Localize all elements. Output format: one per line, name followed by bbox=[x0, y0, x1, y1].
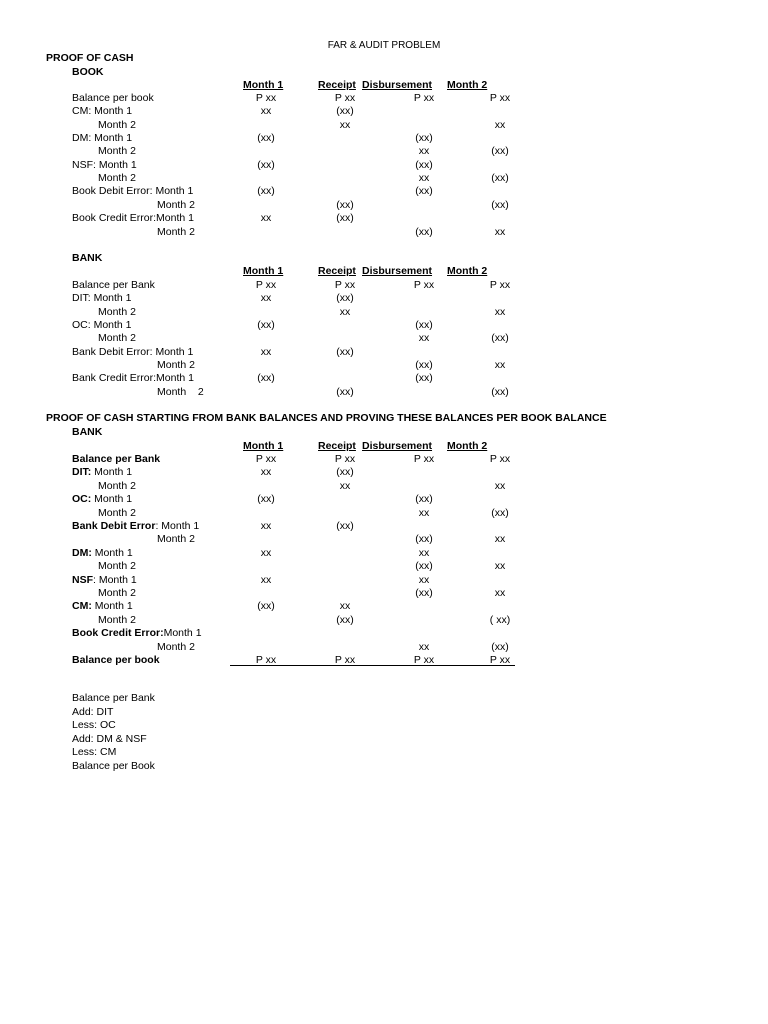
row-label bbox=[72, 279, 155, 291]
row-label-text: Month 2 bbox=[98, 172, 136, 185]
column-header-3: Month 2 bbox=[447, 265, 488, 277]
row-label-text: Month 2 bbox=[157, 359, 195, 372]
cell-m1: xx bbox=[260, 212, 272, 225]
cell-m2: xx bbox=[494, 225, 506, 238]
block-heading-bank-2: BANK bbox=[72, 426, 103, 438]
row-label-bold: OC: bbox=[72, 493, 92, 506]
row-label bbox=[157, 226, 195, 238]
column-header-3: Month 2 bbox=[447, 440, 488, 452]
row-label-bold: Book Credit Error: bbox=[72, 627, 164, 640]
row-label-bold: DM: bbox=[72, 546, 92, 559]
row-label bbox=[72, 319, 132, 331]
row-label bbox=[72, 292, 132, 304]
cell-m2: (xx) bbox=[491, 332, 509, 345]
summary-line: Less: OC bbox=[72, 719, 116, 731]
row-label-text: Bank Credit Error:Month 1 bbox=[72, 372, 194, 385]
cell-m1: (xx) bbox=[257, 158, 275, 171]
row-label-text: Month 2 bbox=[98, 118, 136, 131]
row-label bbox=[72, 132, 132, 144]
cell-dis: (xx) bbox=[415, 132, 433, 145]
cell-m1: (xx) bbox=[257, 493, 275, 506]
row-label-bold: Bank Debit Error bbox=[72, 520, 156, 532]
cell-rec: P xx bbox=[334, 654, 356, 666]
cell-m1: (xx) bbox=[257, 132, 275, 145]
cell-dis: (xx) bbox=[415, 319, 433, 332]
row-label bbox=[72, 654, 160, 666]
row-label bbox=[98, 306, 136, 318]
row-label-text: DIT: Month 1 bbox=[72, 292, 132, 305]
column-header-1: Receipt bbox=[318, 440, 356, 452]
row-label-text: Month 2 bbox=[98, 332, 136, 345]
row-label bbox=[72, 627, 202, 639]
summary-line: Add: DIT bbox=[72, 705, 114, 718]
cell-m2: P xx bbox=[489, 453, 511, 465]
row-label-bold: DIT: bbox=[72, 466, 92, 479]
row-label bbox=[157, 386, 204, 398]
row-label bbox=[98, 145, 136, 157]
cell-m1: (xx) bbox=[257, 372, 275, 385]
summary-line: Less: CM bbox=[72, 746, 117, 758]
column-header-2: Disbursement bbox=[362, 440, 433, 452]
column-header-2: Disbursement bbox=[362, 265, 433, 277]
cell-dis: P xx bbox=[413, 654, 435, 666]
cell-m1: (xx) bbox=[257, 600, 275, 613]
cell-m1: (xx) bbox=[257, 319, 275, 332]
row-label-text: Month 2 bbox=[98, 145, 136, 158]
cell-dis: (xx) bbox=[415, 359, 433, 372]
row-label-text: Month 1 bbox=[91, 466, 133, 479]
cell-m1: P xx bbox=[255, 279, 277, 291]
row-label-bold: CM: bbox=[72, 600, 92, 613]
row-label-text: OC: Month 1 bbox=[72, 319, 132, 332]
cell-m2: (xx) bbox=[491, 640, 509, 653]
section-title-proof-from-bank: PROOF OF CASH STARTING FROM BANK BALANCES AND PROVING THESE BALANCES PER BOOK BALANCE bbox=[46, 412, 607, 424]
cell-dis: (xx) bbox=[415, 587, 433, 599]
column-header-0: Month 1 bbox=[243, 440, 284, 452]
row-label-text: Balance per Bank bbox=[72, 279, 155, 291]
row-label-text: Month 2 bbox=[98, 479, 136, 492]
row-label bbox=[72, 212, 194, 224]
cell-m2: P xx bbox=[489, 92, 511, 104]
cell-m2: ( xx) bbox=[489, 613, 511, 626]
cell-dis: (xx) bbox=[415, 372, 433, 385]
cell-m2: xx bbox=[494, 587, 506, 599]
cell-m2: (xx) bbox=[491, 145, 509, 158]
cell-m2: (xx) bbox=[491, 172, 509, 185]
row-label-text: Month 2 bbox=[98, 587, 136, 599]
cell-rec: (xx) bbox=[336, 466, 354, 479]
row-label bbox=[157, 199, 195, 211]
column-header-2: Disbursement bbox=[362, 79, 433, 91]
cell-dis: xx bbox=[418, 546, 430, 559]
cell-rec: (xx) bbox=[336, 520, 354, 532]
block-heading-bank: BANK bbox=[72, 252, 103, 264]
row-label bbox=[98, 480, 136, 492]
cell-dis: xx bbox=[418, 145, 430, 158]
row-label bbox=[72, 574, 137, 586]
row-label-text: Book Credit Error:Month 1 bbox=[72, 212, 194, 225]
cell-m2: xx bbox=[494, 305, 506, 318]
summary-line: Balance per Book bbox=[72, 759, 155, 772]
cell-dis: (xx) bbox=[415, 158, 433, 171]
row-label-bold: Balance per book bbox=[72, 654, 160, 666]
cell-rec: (xx) bbox=[336, 105, 354, 118]
row-label-text: Month 2 bbox=[98, 560, 136, 573]
row-label-text: Book Debit Error: Month 1 bbox=[72, 185, 194, 198]
row-label-text: DM: Month 1 bbox=[72, 132, 133, 145]
cell-dis: P xx bbox=[413, 92, 435, 104]
cell-rec: xx bbox=[339, 305, 351, 318]
summary-line: Balance per Bank bbox=[72, 692, 155, 704]
row-label bbox=[98, 507, 136, 519]
cell-m1: xx bbox=[260, 345, 272, 358]
row-label bbox=[72, 185, 193, 197]
column-header-0: Month 1 bbox=[243, 265, 284, 277]
cell-dis: (xx) bbox=[415, 185, 433, 198]
cell-m2: xx bbox=[494, 560, 506, 573]
row-label-text: Month 2 bbox=[157, 533, 195, 546]
cell-rec: (xx) bbox=[336, 212, 354, 225]
cell-m2: xx bbox=[494, 533, 506, 546]
cell-rec: P xx bbox=[334, 92, 356, 104]
row-label-text: Balance per book bbox=[72, 92, 154, 104]
row-label bbox=[157, 641, 195, 653]
column-header-1: Receipt bbox=[318, 265, 356, 277]
row-label bbox=[98, 614, 136, 626]
row-label-text: : Month 1 bbox=[93, 573, 137, 586]
cell-m2: (xx) bbox=[491, 198, 509, 211]
row-label bbox=[72, 547, 133, 559]
row-label-text: Month 2 bbox=[98, 506, 136, 519]
row-label bbox=[72, 346, 193, 358]
cell-m1: xx bbox=[260, 105, 272, 118]
row-label bbox=[98, 119, 136, 131]
row-label bbox=[98, 560, 136, 572]
cell-dis: xx bbox=[418, 506, 430, 519]
column-header-3: Month 2 bbox=[447, 79, 488, 91]
cell-m2: xx bbox=[494, 479, 506, 492]
row-label-text: Month 2 bbox=[98, 613, 136, 626]
row-label bbox=[98, 332, 136, 344]
row-label-text: Month 1 bbox=[163, 627, 202, 640]
cell-m2: (xx) bbox=[491, 506, 509, 519]
cell-m1: P xx bbox=[255, 453, 277, 465]
cell-dis: (xx) bbox=[415, 533, 433, 546]
cell-m1: (xx) bbox=[257, 185, 275, 198]
row-label-text: Month 2 bbox=[157, 198, 195, 211]
cell-dis: (xx) bbox=[415, 225, 433, 238]
cell-dis: xx bbox=[418, 332, 430, 345]
cell-m1: xx bbox=[260, 520, 272, 532]
cell-m1: P xx bbox=[255, 92, 277, 104]
row-label-text: Month 2 bbox=[157, 225, 195, 238]
cell-dis: P xx bbox=[413, 453, 435, 465]
cell-m2: xx bbox=[494, 359, 506, 372]
row-label bbox=[72, 600, 133, 612]
row-label-text: Bank Debit Error: Month 1 bbox=[72, 345, 194, 358]
cell-m2: P xx bbox=[489, 654, 511, 666]
cell-m2: xx bbox=[494, 118, 506, 131]
column-header-1: Receipt bbox=[318, 79, 356, 91]
row-label-text: Month 2 bbox=[157, 385, 204, 398]
row-label-text: Balance per Bank bbox=[72, 453, 161, 465]
cell-m1: xx bbox=[260, 292, 272, 305]
row-label bbox=[72, 466, 132, 478]
cell-dis: xx bbox=[418, 640, 430, 653]
block-heading-book: BOOK bbox=[72, 66, 104, 78]
cell-m2: P xx bbox=[489, 279, 511, 291]
cell-rec: P xx bbox=[334, 279, 356, 291]
document-title: FAR & AUDIT PROBLEM bbox=[327, 40, 441, 51]
cell-m1: xx bbox=[260, 466, 272, 479]
row-label-text: CM: Month 1 bbox=[72, 105, 133, 118]
cell-rec: xx bbox=[339, 600, 351, 613]
row-label bbox=[98, 172, 136, 184]
cell-dis: xx bbox=[418, 573, 430, 586]
cell-rec: (xx) bbox=[336, 385, 354, 398]
cell-rec: (xx) bbox=[336, 345, 354, 358]
cell-rec: (xx) bbox=[336, 292, 354, 305]
row-label bbox=[72, 520, 199, 532]
row-label bbox=[72, 159, 137, 171]
cell-dis: (xx) bbox=[415, 493, 433, 506]
cell-rec: xx bbox=[339, 479, 351, 492]
row-label-text: Month 1 bbox=[91, 600, 133, 613]
row-label-text: Month 1 bbox=[91, 546, 133, 559]
row-label bbox=[72, 92, 154, 104]
row-label bbox=[72, 105, 132, 117]
cell-m1: xx bbox=[260, 546, 272, 559]
cell-m1: P xx bbox=[255, 654, 277, 666]
row-label bbox=[157, 533, 195, 545]
row-label bbox=[72, 493, 132, 505]
cell-m1: xx bbox=[260, 573, 272, 586]
cell-rec: P xx bbox=[334, 453, 356, 465]
row-label-text: Month 2 bbox=[98, 305, 136, 318]
row-label-text: Month 2 bbox=[157, 640, 195, 653]
row-label-text: : Month 1 bbox=[155, 520, 200, 532]
cell-dis: P xx bbox=[413, 279, 435, 291]
total-rule bbox=[230, 665, 515, 666]
row-label-bold: NSF bbox=[72, 573, 93, 586]
row-label-text: NSF: Month 1 bbox=[72, 158, 137, 171]
section-title-proof-of-cash: PROOF OF CASH bbox=[46, 52, 134, 64]
row-label bbox=[72, 453, 160, 465]
cell-dis: (xx) bbox=[415, 560, 433, 573]
row-label bbox=[98, 587, 136, 599]
cell-m2: (xx) bbox=[491, 385, 509, 398]
row-label-text: Month 1 bbox=[91, 493, 133, 506]
cell-dis: xx bbox=[418, 172, 430, 185]
row-label bbox=[157, 359, 195, 371]
column-header-0: Month 1 bbox=[243, 79, 284, 91]
cell-rec: (xx) bbox=[336, 613, 354, 626]
cell-rec: (xx) bbox=[336, 198, 354, 211]
row-label bbox=[72, 372, 194, 384]
summary-line: Add: DM & NSF bbox=[72, 732, 147, 745]
cell-rec: xx bbox=[339, 118, 351, 131]
